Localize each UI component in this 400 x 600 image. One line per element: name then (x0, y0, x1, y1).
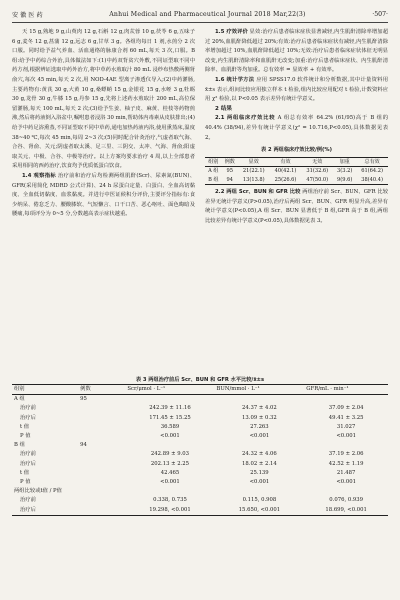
table2-cell: 9(9.6) (337, 176, 353, 183)
table2-cell: 31(32.6) (306, 168, 329, 175)
table-row (12, 414, 388, 423)
table2-cell: A 组 (208, 168, 219, 175)
table2-cell: 13(13.8) (242, 176, 265, 183)
table2-cell: 25(26.6) (274, 176, 297, 183)
table3-cell: 37.19 ± 2.06 (328, 451, 364, 458)
section-heading-2-1: 2.1 两组临床疗效比较 (215, 115, 276, 122)
table3-cell (78, 496, 125, 505)
table3-cell (78, 506, 125, 516)
table-row (12, 395, 388, 405)
table-row (12, 469, 388, 478)
table3-cell: 37.09 ± 2.04 (328, 405, 364, 412)
table3-cell: <0.001 (160, 433, 180, 440)
table3-cell (78, 450, 125, 459)
table3-cell: P 值 (20, 479, 31, 486)
table2-cell: 3(3.2) (337, 168, 353, 175)
table3-cell: 19.298, <0.001 (149, 506, 191, 513)
observation-paragraph: 治疗前和治疗后均检测两组肌酐(Scr)、尿素氮(BUN)、GFR(采用简化 MDRD 公式计算)、24 h 尿蛋白定量、白蛋白、全血高切黏度、全血低切黏度、血浆黏度。并进行中医证候积分评价,主要评分指标有:食少纳呆、倦怠乏力、腰酸膝软、气短懒言、口干口苦、恶心呕吐、面色晦暗及腰痛,每项评分为 0~5 分,分数越高表示症状越重。 (12, 172, 195, 218)
table3 (12, 384, 388, 516)
table3-cell: 27.263 (250, 423, 269, 430)
section-heading-2-2: 2.2 两组 Scr、BUN 和 GFR 比较 (215, 188, 301, 195)
table2-cell: 95 (226, 168, 233, 175)
table3-cell (78, 487, 125, 496)
section-heading-1-6: 1.6 统计学方法 (215, 76, 255, 83)
table3-cell: 0.076, 0.939 (329, 497, 363, 504)
table3-cell: <0.001 (160, 479, 180, 486)
table-row (205, 167, 388, 176)
table2-cell: B 组 (208, 176, 219, 183)
table3-cell: 18.02 ± 2.14 (242, 460, 277, 467)
table2-cell: 47(50.0) (306, 176, 329, 183)
table-row (12, 487, 388, 496)
journal-name-en: Anhui Medical and Pharmaceutical Journal 2018 Mar,22(3) (109, 11, 306, 18)
table3-cell: <0.001 (336, 433, 356, 440)
table3-cell: 24.32 ± 4.06 (242, 451, 277, 458)
table3-cell: 治疗前 (20, 451, 36, 458)
table-row (12, 404, 388, 413)
right-column (205, 28, 388, 372)
table-row (12, 450, 388, 459)
table-row (205, 176, 388, 185)
table3-cell: <0.001 (249, 479, 270, 486)
table3-cell: 31.027 (336, 423, 356, 430)
table3-cell (304, 441, 388, 450)
table3-cell: A 组 (14, 396, 25, 403)
statistics-paragraph: 应用 SPSS17.0 软件统计和分析数据,其中计量资料用 x̄±s 表示,组间比较应用独立样本 t 检验,组内比较应用配对 t 检验,计数资料应用 χ² 检验,以 P<0.05 表示差异有统计学意义。 (205, 76, 388, 103)
table2-cell: 94 (226, 176, 233, 183)
table2-cell: 21(22.1) (242, 168, 265, 175)
section-heading-1-4: 1.4 观察指标 (22, 172, 56, 179)
table3-cell (125, 441, 214, 450)
table3-cell: 42.465 (160, 469, 180, 476)
table3-cell: 42.52 ± 1.19 (328, 460, 364, 467)
table-row (12, 496, 388, 505)
journal-name-cn: 安 徽 医 药 (12, 12, 43, 19)
table3-header-row (12, 385, 388, 395)
table3-cell (78, 460, 125, 469)
table3-cell: 24.37 ± 4.02 (242, 405, 277, 412)
table3-cell: 49.41 ± 3.25 (328, 414, 364, 421)
section-heading-2: 2 结果 (215, 105, 233, 112)
table3-header: 例数 (78, 385, 125, 395)
table2-header-row (205, 157, 388, 166)
table3-cell (215, 441, 305, 450)
table3-cell: B 组 (14, 442, 25, 449)
table3-cell: 治疗后 (20, 414, 36, 421)
table3-cell (304, 487, 388, 496)
table-row (12, 478, 388, 487)
table2-header: 有效 (270, 157, 302, 166)
table3-cell: 治疗后 (20, 506, 36, 513)
table3-header: GFR/mL · min⁻¹ (304, 385, 388, 395)
two-column-body (12, 28, 388, 372)
table-row (12, 506, 388, 516)
results-2-2-paragraph: 两组治疗前 Scr、BUN、GFR 比较差异无统计学意义(P>0.05),治疗后两组 Scr、BUN、GFR 明显升高,差异有统计学意义(P<0.05),A 组 Scr、BUN 显著低于 B 组,GFR 高于 B 组,两组比较差异有统计学意义(P<0.05),具体数据见表 3。 (205, 188, 388, 224)
table3-cell (215, 395, 305, 405)
table3-cell: <0.001 (249, 433, 270, 440)
table2-caption: 表 2 两组临床疗效比较/例(%) (261, 147, 332, 154)
table3-cell: 0.338, 0.735 (153, 497, 187, 504)
table3-cell: 242.39 ± 11.16 (149, 405, 191, 412)
table3-cell: 18.699, <0.001 (325, 506, 367, 513)
table3-header: BUN/mmol · L⁻¹ (215, 385, 305, 395)
table3-cell: 13.09 ± 0.32 (242, 414, 277, 421)
section-heading-1-5: 1.5 疗效评价 (215, 29, 248, 35)
table3-cell: 21.487 (336, 469, 356, 476)
table3-cell: t 值 (20, 423, 30, 430)
table3-cell: 171.45 ± 15.25 (149, 414, 191, 421)
efficacy-paragraph: 显效:治疗后患者临床症状显著减轻,内生肌酐清除率增加超过 20%,血肌酐降低超过 20%;有效:治疗后患者临床症状有减轻,内生肌酐清除率增加超过 10%,血肌酐降低超过 10%;无效:治疗后患者临床症状体征无明显改变,内生肌酐清除率和血肌酐无改变;加重:治疗后患者临床症状、内生肌酐清除率、血肌酐等均加重。总有效率 = 显效率 + 有效率。 (205, 29, 388, 74)
table-row (12, 423, 388, 432)
table3-cell: t 值 (20, 469, 30, 476)
table2-cell: 38(40.4) (361, 176, 384, 183)
table3-cell: 治疗前 (20, 497, 36, 504)
results-2-1-paragraph: A 组总有效率 64.2% (61/95)高于 B 组的 40.4% (38/94),差异有统计学意义(χ² = 10.716,P<0.05),具体数据见表 2。 (205, 115, 388, 141)
table3-cell (125, 487, 214, 496)
table-row (12, 432, 388, 441)
table3-cell: 治疗前 (20, 405, 36, 412)
table3-cell (215, 487, 305, 496)
table2-header: 无效 (301, 157, 333, 166)
table3-cell: 0.115, 0.908 (242, 497, 277, 504)
table3-cell: 94 (80, 442, 87, 449)
table3-cell: 15.650, <0.001 (238, 506, 281, 513)
table-row (12, 441, 388, 450)
table3-header: Scr/μmol · L⁻¹ (125, 385, 214, 395)
table3-cell (78, 478, 125, 487)
table-row (12, 460, 388, 469)
table3-block (12, 376, 388, 516)
table3-cell (78, 423, 125, 432)
left-column (12, 28, 195, 372)
table2-header: 例数 (222, 157, 238, 166)
table3-cell (78, 414, 125, 423)
table2-header: 显效 (238, 157, 270, 166)
table2-cell: 61(64.2) (361, 168, 384, 175)
table3-cell (125, 395, 214, 405)
table3-cell: <0.001 (336, 479, 356, 486)
table3-header: 组别 (12, 385, 78, 395)
table3-cell: P 值 (20, 433, 31, 440)
table3-cell: 242.89 ± 9.03 (150, 451, 190, 458)
table2-header: 组别 (205, 157, 222, 166)
page-header (12, 10, 388, 23)
table3-cell (78, 404, 125, 413)
table2-cell: 40(42.1) (274, 168, 297, 175)
table3-cell (304, 395, 388, 405)
table2-header: 总有效 (356, 157, 388, 166)
table2-header: 加重 (333, 157, 356, 166)
table3-caption: 表 3 两组治疗前后 Scr、BUN 和 GFR 水平比较/x̄±s (135, 377, 265, 383)
table3-cell: 202.13 ± 2.25 (150, 460, 190, 467)
table3-cell: 治疗后 (20, 460, 36, 467)
table3-cell (78, 432, 125, 441)
table3-cell: 95 (80, 396, 87, 403)
page-number: ·507· (372, 11, 388, 18)
table3-cell (78, 469, 125, 478)
treatment-paragraph: 天 15 g,熟地 9 g,山萸肉 12 g,石斛 12 g,肉苁蓉 10 g,茯苓 6 g,五味子 6 g,麦冬 12 g,菖蒲 12 g,远志 6 g,甘草 3 g。各组均每日 1 剂,水煎分 2 次口服。同时给予益气养血、活血通络的脉康合剂 60 mL,每天 3 次,口服。B 组:给予中药综合外治,具体做法如下:(1)中药双背贫穴外敷,不同证型取不同中药方剂,根据辨证选取中药外治方,将中草药水煎取汁 80 mL 浸纱布热敷两侧肾俞穴,每次 45 min,每天 2 次,用 NOD-4AE 型离子渗透仪导入;(2)中药灌肠,主要药物有:黄芪 30 g,大黄 10 g,桑螵蛸 15 g,金银花 15 g,水蛭 3 g,牡蛎 30 g,龙骨 30 g,牛膝 15 g,丹参 15 g,先将上述药水煎取汁 200 mL,高位保留灌肠,每天 100 mL,每天 2 次;(3)给予生姜、柚子皮、麻黄、桂枝等药物煎沸,然后将药液倒入浴盆中,嘱咐患者浸浴 30 min,帮助体内毒素从皮肤排出;(4)给予中药足浴熏蒸,不同证型取不同中草药,通电加热药液内浴,使用熏蒸床,温度 38~40 ℃,每次 45 min,每周 2~3 次;(5)同时配合针灸治疗,气虚者取气海、合谷、肾俞、关元;阴虚者取太溪、足三里、三阴交、太冲、气海、肾俞;阳虚取关元、中极、合谷、中极等治疗。以上方案均要求治疗 4 周,以上全部患者采用相同的西药治疗,饮食均予优质低蛋白饮食。 (12, 29, 195, 170)
table2 (205, 157, 388, 185)
table3-cell: 两组比较或t值 / P值 (14, 488, 62, 495)
table3-cell: 25.139 (250, 469, 269, 476)
table3-cell: 36.589 (160, 423, 180, 430)
